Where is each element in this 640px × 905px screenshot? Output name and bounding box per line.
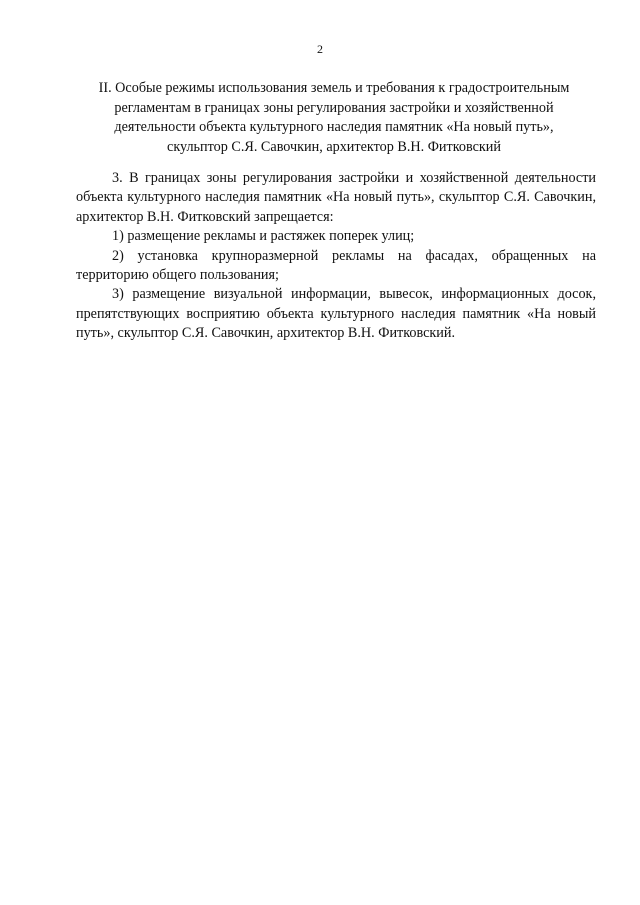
section-heading [60,79,608,157]
section-heading-line: II. Особые режимы использования земель и требования к градостроительным [98,80,570,96]
section-heading-line: деятельности объекта культурного наследия памятник «На новый путь», [114,119,554,135]
section-heading-line: регламентам в границах зоны регулирования застройки и хозяйственной [114,99,554,116]
paragraph-item-3: 3) размещение визуальной информации, вывесок, информационных досок, препятствующих восприятию объекта культурного наследия памятник «На новый путь», скульптор С.Я. Савочкин, архитектор В.Н. Фитковский. [76,286,596,342]
paragraph-clause-3: 3. В границах зоны регулирования застройки и хозяйственной деятельности объекта культурного наследия памятник «На новый путь», скульптор С.Я. Савочкин, архитектор В.Н. Фитковский запрещается: [76,170,596,225]
body-text [76,169,596,344]
paragraph-item-2: 2) установка крупноразмерной рекламы на фасадах, обращенных на территорию общего пользования; [76,247,596,284]
section-heading-line: скульптор С.Я. Савочкин, архитектор В.Н. Фитковский [167,138,501,155]
page-number: 2 [317,42,323,56]
paragraph-item-1: 1) размещение рекламы и растяжек поперек улиц; [112,228,415,245]
